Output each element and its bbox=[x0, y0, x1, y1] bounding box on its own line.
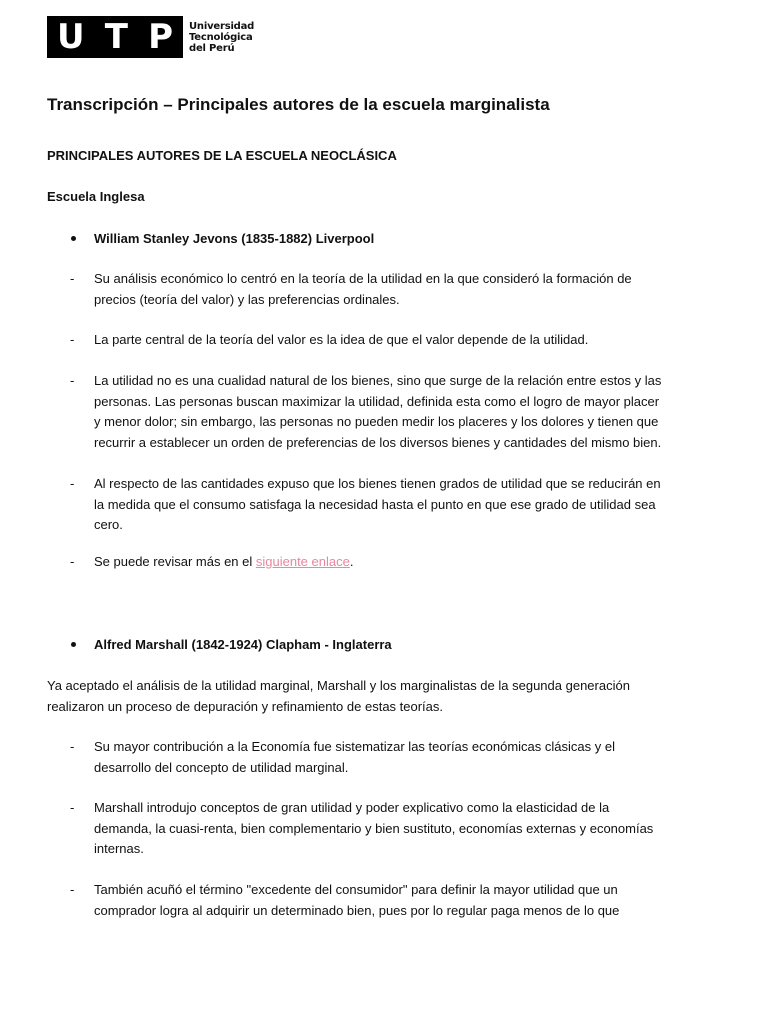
dash-marker: - bbox=[70, 373, 75, 388]
logo-letter-u: U bbox=[57, 17, 85, 57]
list-item bbox=[94, 269, 632, 310]
logo-name-line: Universidad bbox=[189, 20, 255, 32]
bullet-icon bbox=[71, 236, 76, 241]
list-item-line: Marshall introdujo conceptos de gran utilidad y poder explicativo como la elasticidad de la bbox=[94, 800, 610, 815]
list-item-line: demanda, la cuasi-renta, bien complementario y bien sustituto, economías externas y economías bbox=[94, 820, 654, 836]
siguiente-enlace-link[interactable]: siguiente enlace bbox=[255, 554, 350, 569]
list-item bbox=[94, 474, 661, 536]
list-item-line: precios (teoría del valor) y las preferencias ordinales. bbox=[94, 291, 400, 307]
logo-mark bbox=[47, 16, 183, 58]
dash-marker: - bbox=[70, 882, 75, 897]
list-item bbox=[94, 798, 653, 860]
link-prefix: Se puede revisar más en el bbox=[94, 554, 256, 569]
bullet-icon bbox=[71, 642, 76, 647]
list-item bbox=[94, 371, 661, 453]
list-item-line: desarrollo del concepto de utilidad marginal. bbox=[94, 759, 349, 775]
dash-marker: - bbox=[70, 554, 75, 569]
list-item-line: La parte central de la teoría del valor es la idea de que el valor depende de la utilidad. bbox=[94, 332, 589, 347]
logo-name-line: Tecnológica bbox=[189, 31, 253, 43]
dash-marker: - bbox=[70, 332, 75, 347]
list-item-line: cero. bbox=[94, 517, 123, 532]
list-item-line: Su análisis económico lo centró en la teoría de la utilidad en la que consideró la formación de bbox=[94, 271, 632, 286]
list-item-link bbox=[94, 552, 353, 573]
list-item-line: personas. Las personas buscan maximizar la utilidad, definida esta como el logro de mayor placer bbox=[94, 393, 660, 409]
intro-paragraph bbox=[47, 676, 630, 717]
link-suffix: . bbox=[349, 554, 354, 569]
logo-letter-p: P bbox=[148, 17, 173, 57]
list-item-line: y menor dolor; sin embargo, las personas no pueden medir los placeres y los dolores y tienen que bbox=[94, 414, 659, 429]
list-item-line: la medida que el consumo satisfaga la necesidad hasta el punto en que ese grado de utilidad sea bbox=[94, 496, 656, 512]
subsection-heading: Escuela Inglesa bbox=[47, 189, 145, 204]
list-item-line: La utilidad no es una cualidad natural de los bienes, sino que surge de la relación entre estos y las bbox=[94, 373, 662, 388]
list-item bbox=[94, 330, 588, 351]
dash-marker: - bbox=[70, 800, 75, 815]
list-item-line: recurrir a establecer un orden de preferencias de los diversos bienes y cantidades del mismo bien. bbox=[94, 434, 662, 450]
section-heading: PRINCIPALES AUTORES DE LA ESCUELA NEOCLÁSICA bbox=[47, 148, 397, 163]
author-name-marshall: Alfred Marshall (1842-1924) Clapham - Inglaterra bbox=[94, 637, 392, 652]
list-item-line: comprador logra al adquirir un determinado bien, pues por lo regular paga menos de lo que bbox=[94, 902, 620, 918]
paragraph-line: Ya aceptado el análisis de la utilidad marginal, Marshall y los marginalistas de la segunda generación bbox=[47, 678, 630, 693]
utp-logo bbox=[47, 16, 254, 58]
dash-marker: - bbox=[70, 739, 75, 754]
document-title: Transcripción – Principales autores de la escuela marginalista bbox=[47, 95, 550, 114]
logo-letter-t: T bbox=[104, 17, 128, 57]
dash-marker: - bbox=[70, 271, 75, 286]
list-item-line: También acuñó el término "excedente del consumidor" para definir la mayor utilidad que un bbox=[94, 882, 618, 897]
logo-university-name bbox=[189, 21, 254, 54]
list-item bbox=[94, 737, 615, 778]
list-item-line: Su mayor contribución a la Economía fue sistematizar las teorías económicas clásicas y el bbox=[94, 739, 615, 754]
paragraph-line: realizaron un proceso de depuración y refinamiento de estas teorías. bbox=[47, 698, 444, 714]
list-item-line: Al respecto de las cantidades expuso que los bienes tienen grados de utilidad que se reducirán en bbox=[94, 476, 661, 491]
author-name-jevons: William Stanley Jevons (1835-1882) Liverpool bbox=[94, 231, 375, 246]
dash-marker: - bbox=[70, 476, 75, 491]
list-item bbox=[94, 880, 619, 921]
logo-name-line: del Perú bbox=[189, 42, 235, 54]
list-item-line: internas. bbox=[94, 841, 144, 856]
